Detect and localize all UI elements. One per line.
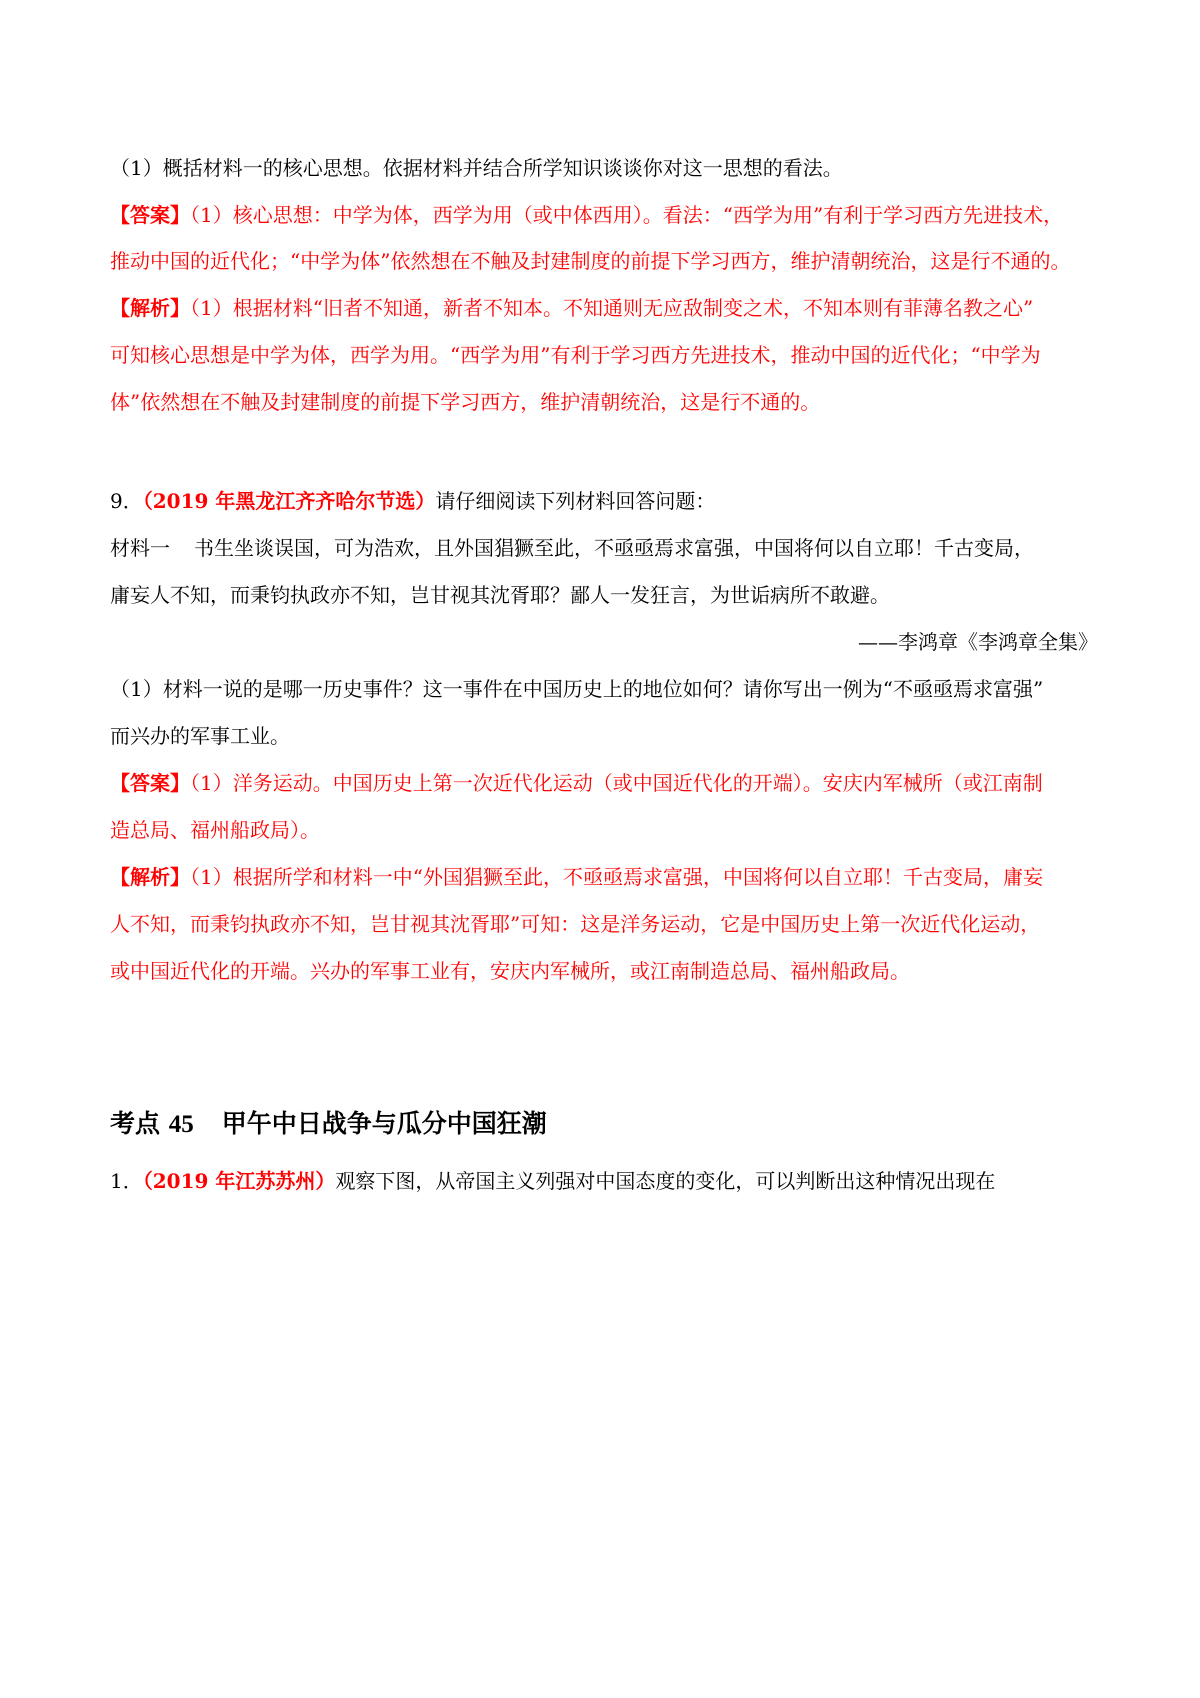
answer-label: 【答案】 bbox=[110, 203, 190, 227]
analysis-9-line-3 bbox=[110, 956, 1100, 986]
answer-label: 【答案】 bbox=[110, 771, 190, 795]
analysis-text: 体”依然想在不触及封建制度的前提下学习西方，维护清朝统治，这是行不通的。 bbox=[110, 390, 821, 414]
analysis-9-line-1 bbox=[110, 862, 1100, 892]
question-text: 而兴办的军事工业。 bbox=[110, 724, 290, 748]
topic-label: 考点 bbox=[110, 1109, 161, 1138]
question-1-header bbox=[110, 1166, 1100, 1196]
analysis-text: （1）根据所学和材料一中“外国猖獗至此，不亟亟焉求富强，中国将何以自立耶！千古变局，庸妄 bbox=[190, 865, 1043, 889]
topic-title: 甲午中日战争与瓜分中国狂潮 bbox=[221, 1109, 547, 1138]
material-1-line-1 bbox=[110, 533, 1100, 563]
material-text: 书生坐谈误国，可为浩欢，且外国猖獗至此，不亟亟焉求富强，中国将何以自立耶！千古变局， bbox=[194, 536, 1034, 560]
answer-text: 造总局、福州船政局）。 bbox=[110, 818, 320, 842]
analysis-text: 人不知，而秉钧执政亦不知，岂甘视其沈胥耶”可知：这是洋务运动，它是中国历史上第一次近代化运动， bbox=[110, 912, 1041, 936]
answer-text: （1）核心思想：中学为体，西学为用（或中体西用）。看法：“西学为用”有利于学习西方先进技术， bbox=[190, 203, 1064, 227]
question-9-sub-1-line-2 bbox=[110, 721, 1100, 751]
question-text: （1）材料一说的是哪一历史事件？这一事件在中国历史上的地位如何？请你写出一例为“不亟亟焉求富强” bbox=[110, 677, 1044, 701]
analysis-8-line-2 bbox=[110, 340, 1100, 370]
citation-text: ——李鸿章《李鸿章全集》 bbox=[858, 630, 1098, 654]
question-number: 1． bbox=[110, 1169, 143, 1193]
answer-9-line-1 bbox=[110, 768, 1100, 798]
question-prompt: 观察下图，从帝国主义列强对中国态度的变化，可以判断出这种情况出现在 bbox=[335, 1169, 996, 1193]
analysis-label: 【解析】 bbox=[110, 296, 190, 320]
material-text: 庸妄人不知，而秉钧执政亦不知，岂甘视其沈胥耶？鄙人一发狂言，为世诟病所不敢避。 bbox=[110, 583, 890, 607]
question-source: （2019 年江苏苏州） bbox=[142, 1169, 336, 1193]
material-label: 材料一 bbox=[110, 536, 170, 560]
material-1-line-2 bbox=[110, 580, 1100, 610]
question-text: （1）概括材料一的核心思想。依据材料并结合所学知识谈谈你对这一思想的看法。 bbox=[110, 156, 843, 180]
topic-heading bbox=[110, 1106, 547, 1143]
question-number: 9． bbox=[110, 489, 143, 513]
topic-number: 45 bbox=[168, 1111, 194, 1138]
answer-text: （1）洋务运动。中国历史上第一次近代化运动（或中国近代化的开端）。安庆内军械所（或江南制 bbox=[190, 771, 1043, 795]
question-9-sub-1-line-1 bbox=[110, 674, 1100, 704]
answer-8-line-2 bbox=[110, 246, 1100, 276]
answer-text: 推动中国的近代化；“中学为体”依然想在不触及封建制度的前提下学习西方，维护清朝统治，这是行不通的。 bbox=[110, 249, 1071, 273]
analysis-8-line-1 bbox=[110, 293, 1100, 323]
analysis-text: （1）根据材料“旧者不知通，新者不知本。不知通则无应敌制变之术，不知本则有菲薄名教之心” bbox=[190, 296, 1034, 320]
question-9-header bbox=[110, 486, 1100, 516]
analysis-8-line-3 bbox=[110, 387, 1100, 417]
answer-8-line-1 bbox=[110, 200, 1100, 230]
question-8-sub-1 bbox=[110, 153, 1100, 183]
material-citation bbox=[858, 627, 1098, 657]
analysis-text: 或中国近代化的开端。兴办的军事工业有，安庆内军械所，或江南制造总局、福州船政局。 bbox=[110, 959, 910, 983]
analysis-label: 【解析】 bbox=[110, 865, 190, 889]
answer-9-line-2 bbox=[110, 815, 1100, 845]
analysis-text: 可知核心思想是中学为体，西学为用。“西学为用”有利于学习西方先进技术，推动中国的近代化；“中学为 bbox=[110, 343, 1041, 367]
question-source: （2019 年黑龙江齐齐哈尔节选） bbox=[142, 489, 436, 513]
question-prompt: 请仔细阅读下列材料回答问题： bbox=[435, 489, 716, 513]
analysis-9-line-2 bbox=[110, 909, 1100, 939]
